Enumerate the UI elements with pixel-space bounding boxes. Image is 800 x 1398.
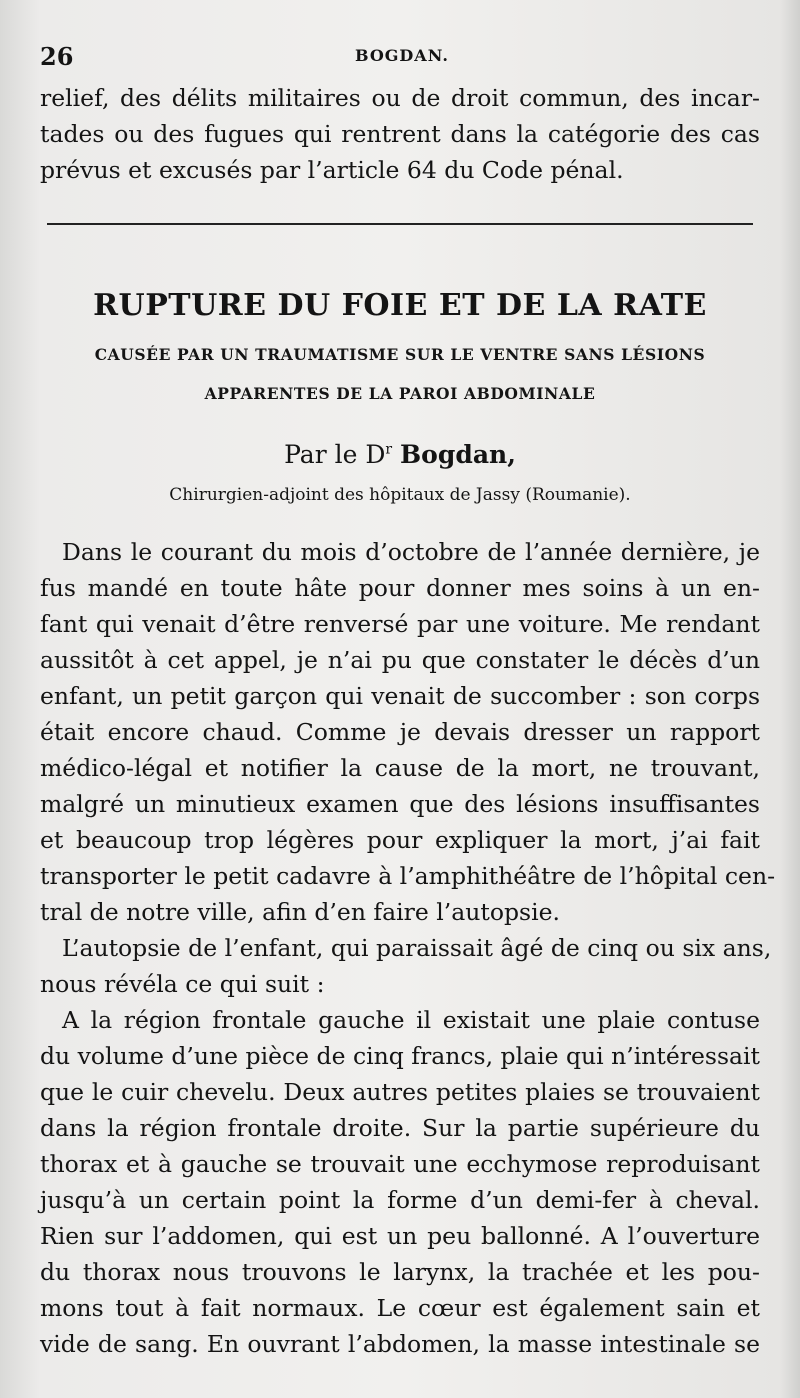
text-line: et beaucoup trop légères pour expliquer la mort, j’ai fait [40,826,760,854]
text-line: que le cuir chevelu. Deux autres petites plaies se trouvaient [40,1078,760,1106]
text-line: transporter le petit cadavre à l’amphithéâtre de l’hôpital cen- [40,862,776,890]
text-line: tral de notre ville, afin d’en faire l’autopsie. [40,898,560,926]
article-title: RUPTURE DU FOIE ET DE LA RATE [93,288,707,323]
text-line: mons tout à fait normaux. Le cœur est également sain et [40,1294,760,1322]
text-line: thorax et à gauche se trouvait une ecchymose reproduisant [40,1150,760,1178]
text-line: vide de sang. En ouvrant l’abdomen, la masse intestinale se [40,1330,760,1358]
text-line: médico-légal et notifier la cause de la mort, ne trouvant, [40,754,760,782]
text-line: A la région frontale gauche il existait une plaie contuse [62,1006,760,1034]
page-header [40,42,760,72]
running-head: BOGDAN. [355,46,449,65]
page-number: 26 [40,42,74,71]
text-line: aussitôt à cet appel, je n’ai pu que constater le décès d’un [40,646,760,674]
text-line: dans la région frontale droite. Sur la partie supérieure du [40,1114,760,1142]
author-affiliation: Chirurgien-adjoint des hôpitaux de Jassy (Roumanie). [169,485,631,505]
text-line: relief, des délits militaires ou de droit commun, des incar- [40,84,760,112]
article-subtitle-line2: APPARENTES DE LA PAROI ABDOMINALE [204,384,596,403]
text-line: tades ou des fugues qui rentrent dans la catégorie des cas [40,120,760,148]
text-line: malgré un minutieux examen que des lésions insuffisantes [40,790,760,818]
text-line: Rien sur l’addomen, qui est un peu ballonné. A l’ouverture [40,1222,760,1250]
section-divider [47,223,753,225]
article-subtitle-line1: CAUSÉE PAR UN TRAUMATISME SUR LE VENTRE SANS LÉSIONS [94,345,706,364]
text-line: fus mandé en toute hâte pour donner mes soins à un en- [40,574,760,602]
body-paragraph-1 [40,534,776,930]
author-prefix: Par le D [284,440,386,469]
text-line: fant qui venait d’être renversé par une voiture. Me rendant [40,610,760,638]
top-paragraph [40,80,760,188]
text-line: était encore chaud. Comme je devais dresser un rapport [40,718,760,746]
text-line: nous révéla ce qui suit : [40,970,325,998]
text-line: Dans le courant du mois d’octobre de l’année dernière, je [62,538,760,566]
text-line: du volume d’une pièce de cinq francs, plaie qui n’intéressait [40,1042,760,1070]
author-name: Bogdan, [400,440,516,469]
body-paragraph-3 [40,1002,760,1362]
text-line: du thorax nous trouvons le larynx, la trachée et les pou- [40,1258,760,1286]
body-paragraph-2 [40,930,772,1002]
text-line: jusqu’à un certain point la forme d’un demi-fer à cheval. [40,1186,760,1214]
text-line: enfant, un petit garçon qui venait de succomber : son corps [40,682,760,710]
author-line [0,440,800,469]
author-prefix-sup: r [385,441,393,458]
text-line: L’autopsie de l’enfant, qui paraissait âgé de cinq ou six ans, [62,934,772,962]
text-line: prévus et excusés par l’article 64 du Code pénal. [40,156,624,184]
